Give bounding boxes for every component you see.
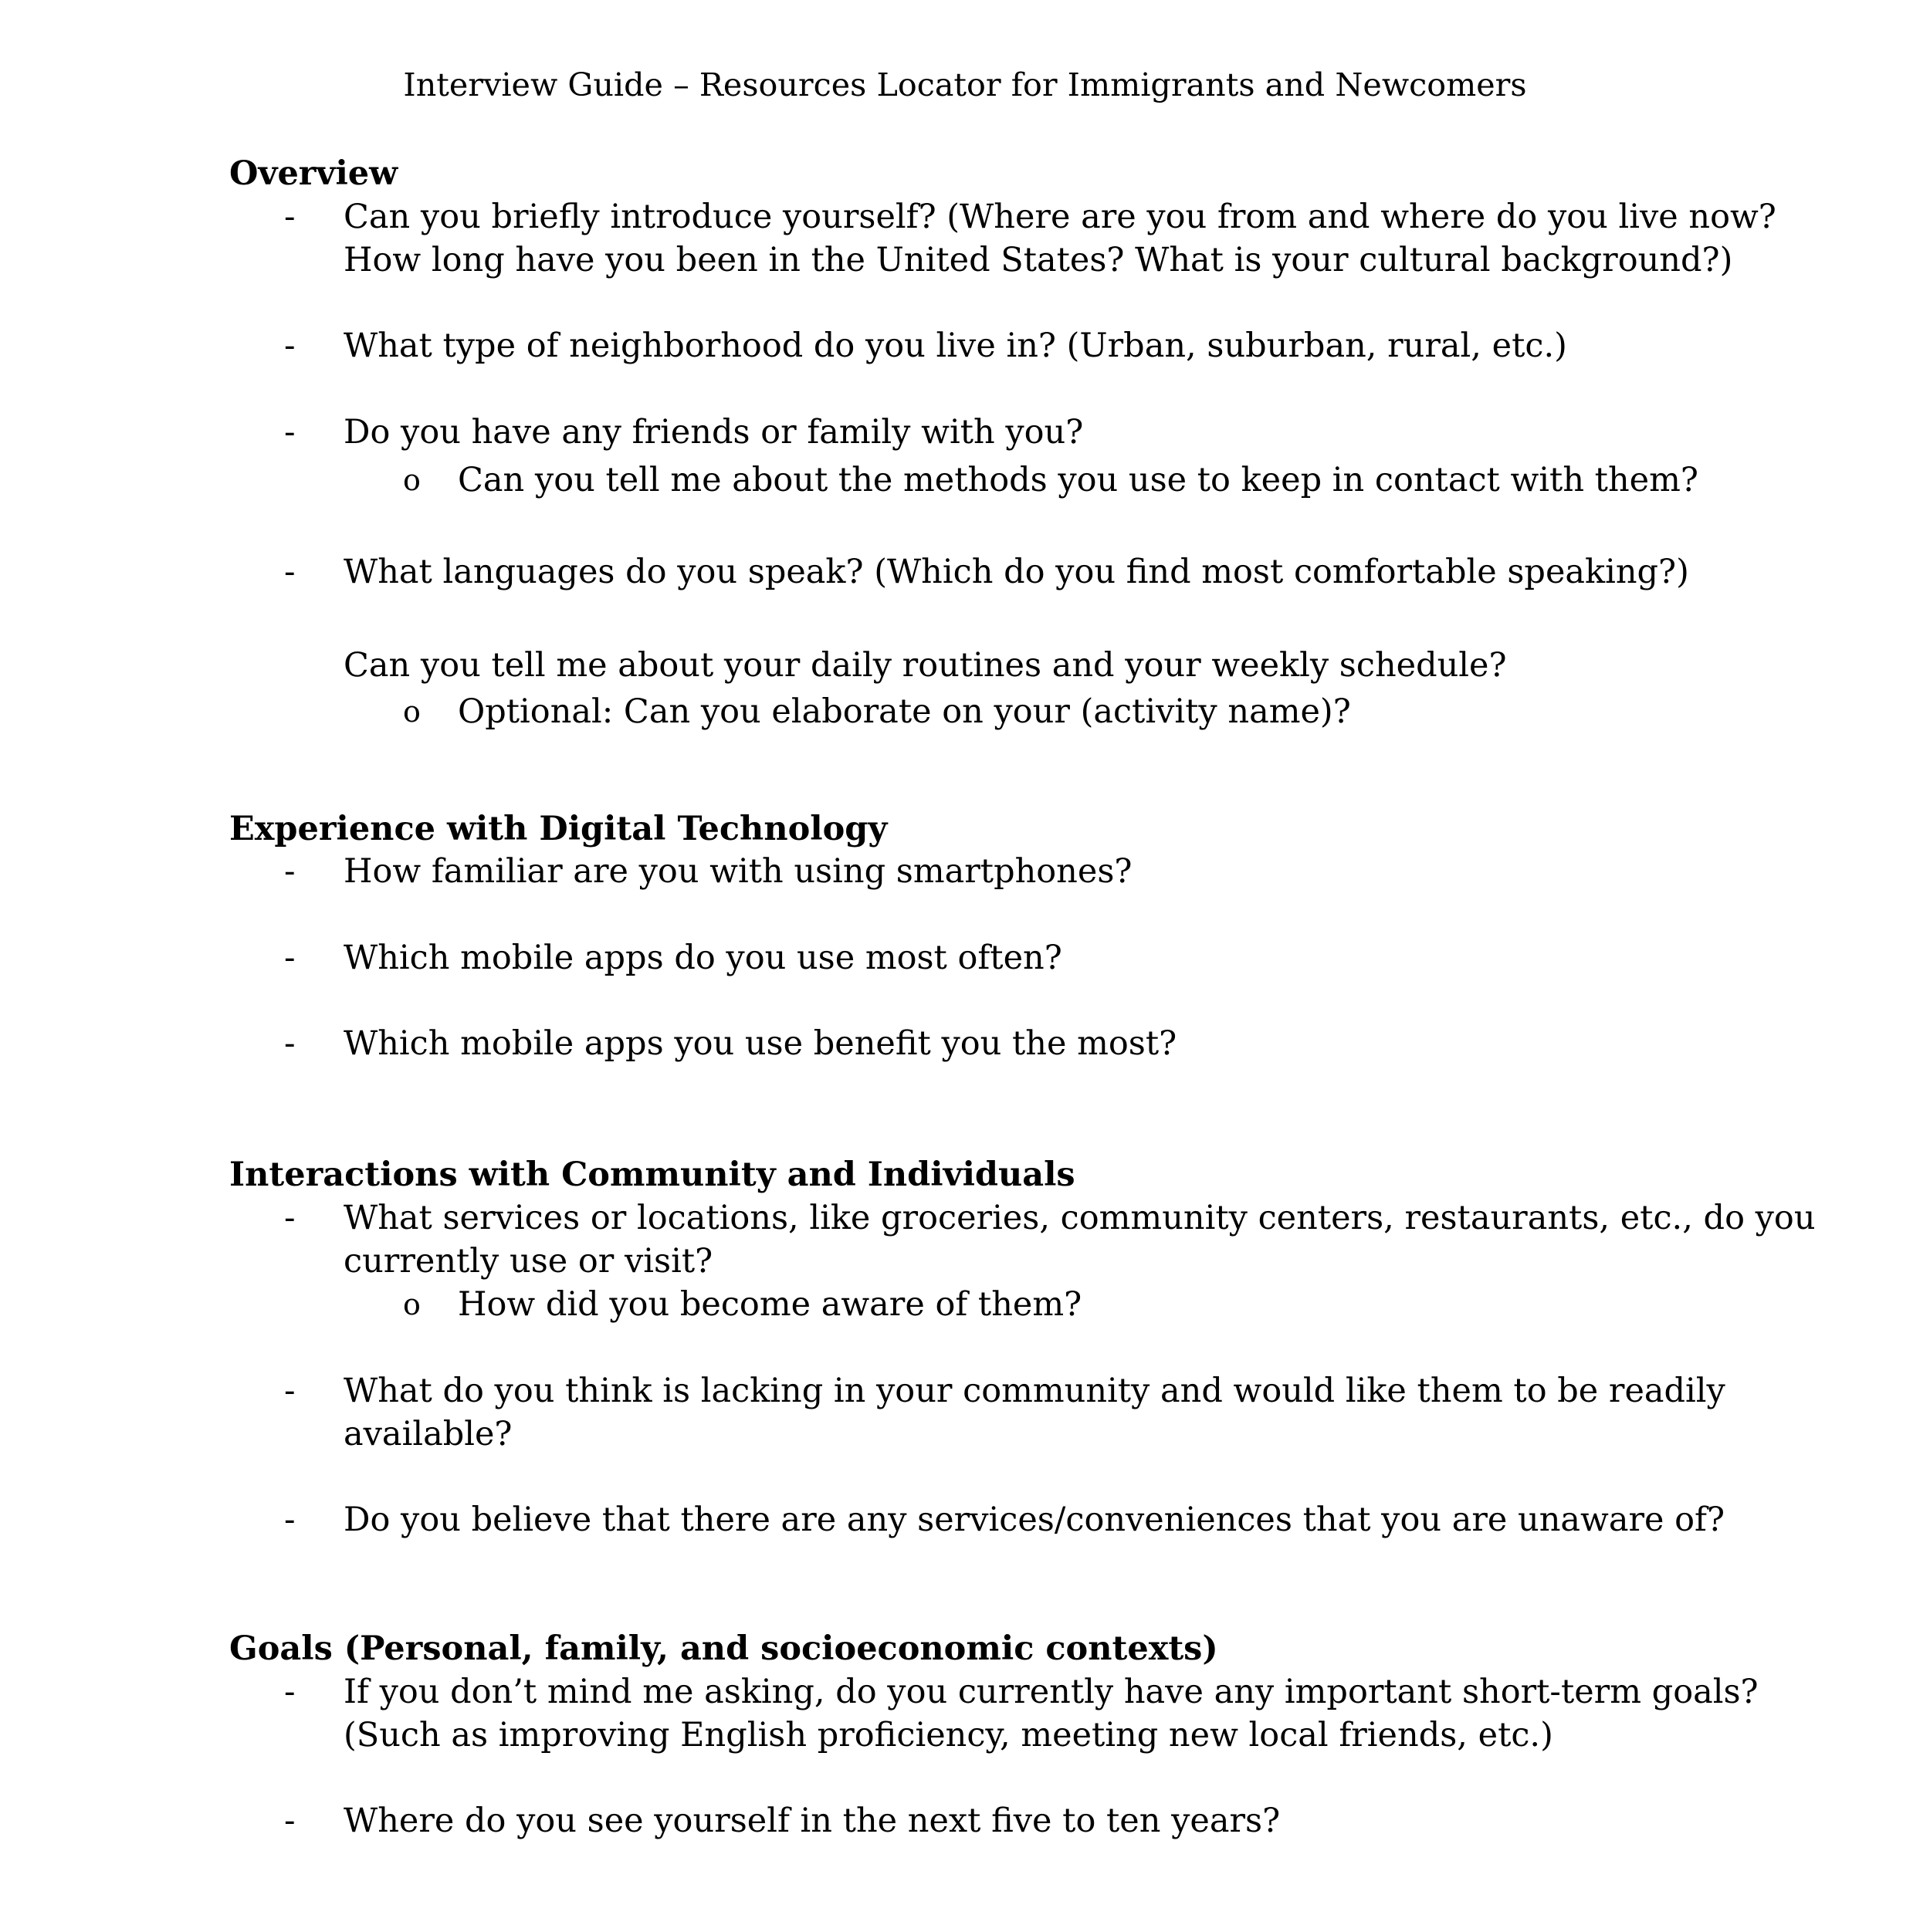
question-line: How familiar are you with using smartphones? (344, 852, 1133, 891)
question-line: What type of neighborhood do you live in? (Urban, suburban, rural, etc.) (344, 327, 1567, 365)
bullet-dash: - (284, 1802, 296, 1840)
bullet-dash: - (284, 1372, 296, 1410)
question-line: How long have you been in the United States? What is your cultural background?) (344, 241, 1733, 279)
question-line: Where do you see yourself in the next five to ten years? (344, 1802, 1281, 1840)
sub-bullet-circle: o (403, 463, 421, 497)
question-line: Which mobile apps do you use most often? (344, 939, 1062, 977)
question-line: Do you have any friends or family with you? (344, 413, 1084, 452)
bullet-dash: - (284, 1673, 296, 1711)
bullet-dash: - (284, 327, 296, 365)
question-line: Can you briefly introduce yourself? (Where are you from and where do you live now? (344, 198, 1776, 236)
question-line: available? (344, 1415, 513, 1453)
section-heading-goals: Goals (Personal, family, and socioeconomic contexts) (229, 1629, 1218, 1668)
section-heading-community-interactions: Interactions with Community and Individuals (229, 1155, 1075, 1194)
question-line: What languages do you speak? (Which do you find most comfortable speaking?) (344, 553, 1689, 591)
question-line: Can you tell me about your daily routines and your weekly schedule? (344, 646, 1507, 685)
bullet-dash: - (284, 413, 296, 452)
question-line: Which mobile apps you use benefit you the most? (344, 1024, 1177, 1063)
bullet-dash: - (284, 852, 296, 891)
question-line: What services or locations, like groceries, community centers, restaurants, etc., do you (344, 1199, 1816, 1237)
sub-bullet-circle: o (403, 695, 421, 729)
question-line: Do you believe that there are any services/conveniences that you are unaware of? (344, 1501, 1725, 1539)
bullet-dash: - (284, 198, 296, 236)
bullet-dash: - (284, 1501, 296, 1539)
bullet-dash: - (284, 939, 296, 977)
question-line: If you don’t mind me asking, do you currently have any important short-term goals? (344, 1673, 1759, 1711)
question-line: currently use or visit? (344, 1242, 713, 1281)
bullet-dash: - (284, 553, 296, 591)
question-line: What do you think is lacking in your community and would like them to be readily (344, 1372, 1725, 1410)
section-heading-digital-technology: Experience with Digital Technology (229, 810, 888, 848)
sub-question-line: How did you become aware of them? (458, 1285, 1082, 1324)
sub-bullet-circle: o (403, 1287, 421, 1321)
bullet-dash: - (284, 1024, 296, 1063)
document-title: Interview Guide – Resources Locator for Immigrants and Newcomers (403, 66, 1527, 103)
sub-question-line: Can you tell me about the methods you use to keep in contact with them? (458, 461, 1698, 499)
sub-question-line: Optional: Can you elaborate on your (activity name)? (458, 692, 1351, 731)
bullet-dash: - (284, 1199, 296, 1237)
section-heading-overview: Overview (229, 154, 398, 193)
question-line: (Such as improving English proficiency, meeting new local friends, etc.) (344, 1716, 1553, 1754)
